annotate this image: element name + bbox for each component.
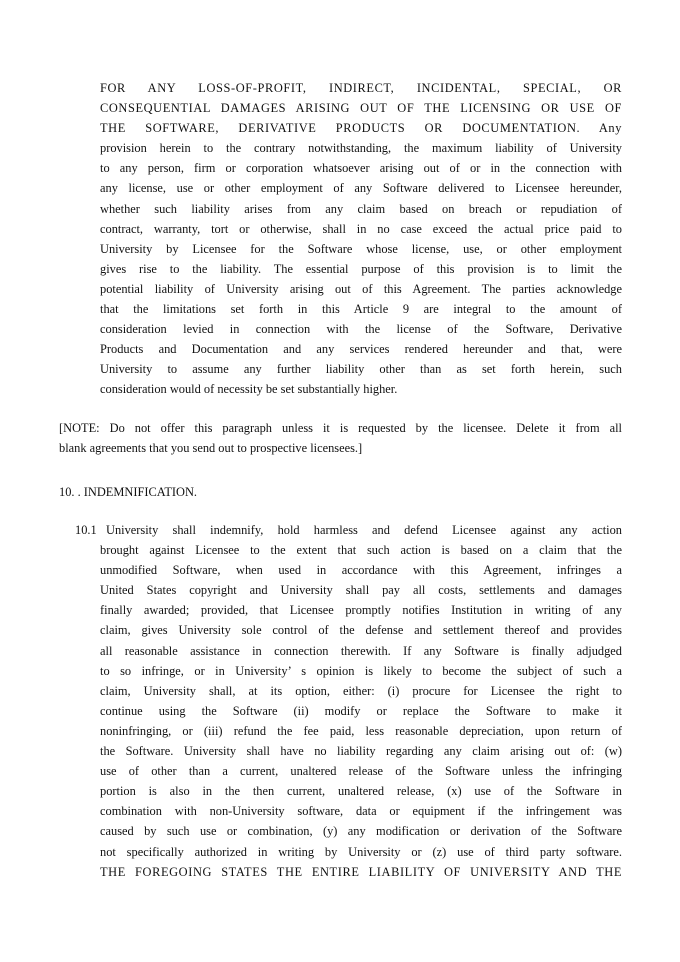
text-line: not specifically authorized in writing by University or (z) use of third party software. [100,844,622,859]
text-line: any license, use or other employment of any Software delivered to Licensee hereunder, [100,181,622,196]
text-line: continue using the Software (ii) modify or replace the Software to make it [100,703,622,718]
text-line: whether such liability arises from any claim based on breach or repudiation of [100,201,622,216]
text-line: contract, warranty, tort or otherwise, shall in no case exceed the actual price paid to [100,221,622,236]
editorial-note [59,418,622,458]
text-line: noninfringing, or (iii) refund the fee paid, less reasonable depreciation, upon return of [100,723,622,738]
section-heading-indemnification [59,482,622,502]
text-line: consideration would of necessity be set substantially higher. [100,382,398,397]
text-line: blank agreements that you send out to prospective licensees.] [59,441,363,456]
text-line: to any person, firm or corporation whatsoever arising out of or in the connection with [100,161,622,176]
text-line: FOR ANY LOSS-OF-PROFIT, INDIRECT, INCIDENTAL, SPECIAL, OR [100,81,622,95]
text-line: caused by such use or combination, (y) any modification or derivation of the Software [100,824,622,839]
text-line: United States copyright and University shall pay all costs, settlements and damages [100,583,622,598]
text-line: unmodified Software, when used in accordance with this Agreement, infringes a [100,563,622,578]
text-line: the Software. University shall have no liability regarding any claim arising out of: (w) [100,744,622,759]
heading-text: 10. . INDEMNIFICATION. [59,485,198,499]
text-line: provision herein to the contrary notwithstanding, the maximum liability of University [100,141,622,156]
text-line: University by Licensee for the Software whose license, use, or other employment [100,241,622,256]
text-line: brought against Licensee to the extent that such action is based on a claim that the [100,543,622,558]
text-line: University to assume any further liability other than as set forth herein, such [100,362,622,377]
text-line: THE SOFTWARE, DERIVATIVE PRODUCTS OR DOCUMENTATION. Any [100,121,622,136]
section-number: 10.1 [75,523,97,537]
text-line: finally awarded; provided, that Licensee promptly notifies Institution in writing of any [100,603,622,618]
section-10-1-paragraph [100,520,622,882]
text-line: claim, University shall, at its option, either: (i) procure for Licensee the right to [100,683,622,698]
text-line: gives rise to the liability. The essential purpose of this provision is to limit the [100,261,622,276]
text-line: CONSEQUENTIAL DAMAGES ARISING OUT OF THE LICENSING OR USE OF [100,101,622,116]
text-line: portion is also in the then current, unaltered release, (x) use of the Software in [100,784,622,799]
text-line: [NOTE: Do not offer this paragraph unless it is requested by the licensee. Delete it from all [59,421,622,435]
text-line: that the limitations set forth in this Article 9 are integral to the amount of [100,302,622,317]
text-line: consideration levied in connection with the license of the Software, Derivative [100,322,622,337]
text-line: claim, gives University sole control of the defense and settlement thereof and provides [100,623,622,638]
text-line: all reasonable assistance in connection therewith. If any Software is finally adjudged [100,643,622,658]
text-line: combination with non-University software, data or equipment if the infringement was [100,804,622,819]
text-line: use of other than a current, unaltered release of the Software unless the infringing [100,764,622,779]
text-line: Products and Documentation and any services rendered hereunder and that, were [100,342,622,357]
text-line: potential liability of University arising out of this Agreement. The parties acknowledge [100,281,622,296]
text-line: University shall indemnify, hold harmless and defend Licensee against any action [106,523,622,537]
text-line: to so infringe, or in University’ s opinion is likely to become the subject of such a [100,663,622,678]
text-line: THE FOREGOING STATES THE ENTIRE LIABILITY OF UNIVERSITY AND THE [100,864,622,879]
limitation-of-liability-paragraph [100,78,622,400]
